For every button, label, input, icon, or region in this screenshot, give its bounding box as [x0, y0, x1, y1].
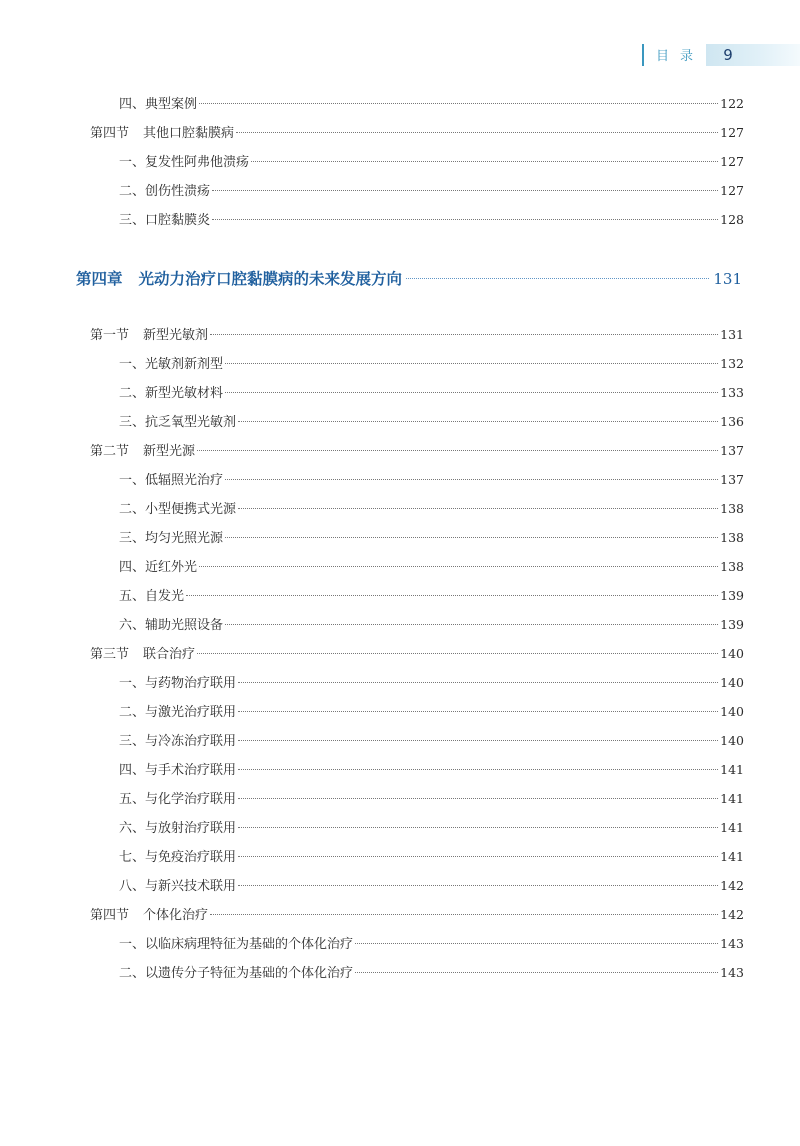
chapter-title: 光动力治疗口腔黏膜病的未来发展方向 [138, 270, 403, 288]
leader-dots [238, 798, 718, 799]
toc-entry-title: 均匀光照光源 [145, 531, 224, 546]
page-header [642, 44, 800, 66]
toc-entry-label [119, 384, 223, 404]
toc-entry-title: 复发性阿弗他溃疡 [145, 155, 250, 170]
toc-item-entry[interactable] [119, 94, 744, 114]
toc-entry-page: 140 [720, 675, 744, 690]
header-page-number: 9 [723, 46, 733, 64]
toc-section-entry[interactable] [90, 325, 744, 345]
toc-entry-title: 个体化治疗 [143, 908, 209, 923]
toc-entry-page: 142 [720, 878, 744, 893]
leader-dots [210, 334, 718, 335]
leader-dots [225, 392, 718, 393]
toc-entry-number: 三、 [119, 734, 146, 749]
leader-dots [197, 653, 718, 654]
toc-entry-label [90, 442, 195, 462]
toc-entry-title: 以遗传分子特征为基础的个体化治疗 [145, 966, 354, 981]
leader-dots [212, 219, 718, 220]
toc-entry-label [119, 616, 223, 636]
toc-entry-label [119, 182, 210, 202]
toc-entry-label [119, 529, 223, 549]
toc-entry-label [119, 355, 223, 375]
toc-entry-title: 创伤性溃疡 [145, 184, 211, 199]
toc-entry-label [119, 761, 236, 781]
toc-item-entry[interactable] [119, 876, 744, 896]
toc-item-entry[interactable] [119, 760, 744, 780]
toc-entry-title: 自发光 [145, 589, 185, 604]
toc-entry-page: 127 [720, 183, 744, 198]
toc-entry-number: 三、 [119, 531, 146, 546]
toc-entry-page: 138 [720, 501, 744, 516]
toc-entry-title: 与新兴技术联用 [145, 879, 237, 894]
chapter-leader-dots [406, 278, 709, 279]
toc-entry-number: 三、 [119, 213, 146, 228]
toc-entry-number: 二、 [119, 386, 146, 401]
toc-entry-number: 二、 [119, 966, 146, 981]
leader-dots [355, 943, 718, 944]
toc-item-entry[interactable] [119, 383, 744, 403]
toc-entry-label [119, 819, 236, 839]
toc-item-entry[interactable] [119, 412, 744, 432]
toc-entry-title: 辅助光照设备 [145, 618, 224, 633]
header-page-box [706, 44, 800, 66]
toc-item-entry[interactable] [119, 528, 744, 548]
toc-entry-number: 二、 [119, 184, 146, 199]
leader-dots [236, 132, 718, 133]
toc-entry-title: 与放射治疗联用 [145, 821, 237, 836]
toc-entry-page: 139 [720, 588, 744, 603]
toc-entry-label [119, 848, 236, 868]
toc-entry-page: 128 [720, 212, 744, 227]
toc-entry-number: 第二节 [90, 444, 130, 459]
toc-entry-page: 132 [720, 356, 744, 371]
toc-entry-page: 139 [720, 617, 744, 632]
toc-entry-label [119, 877, 236, 897]
toc-entry-page: 141 [720, 820, 744, 835]
toc-entry-number: 六、 [119, 618, 146, 633]
toc-entry-number: 八、 [119, 879, 146, 894]
toc-entry-label [119, 732, 236, 752]
leader-dots [186, 595, 718, 596]
toc-section-entry[interactable] [90, 441, 744, 461]
leader-dots [238, 740, 718, 741]
toc-item-entry[interactable] [119, 499, 744, 519]
toc-entry-title: 新型光源 [143, 444, 196, 459]
toc-entry-label [119, 964, 353, 984]
toc-item-entry[interactable] [119, 181, 744, 201]
toc-entry-number: 一、 [119, 937, 146, 952]
toc-entry-label [119, 211, 210, 231]
toc-entry-label [119, 935, 353, 955]
toc-entry-label [119, 471, 223, 491]
toc-entry-label [119, 587, 184, 607]
toc-entry-title: 与化学治疗联用 [145, 792, 237, 807]
toc-entry-title: 以临床病理特征为基础的个体化治疗 [145, 937, 354, 952]
toc-entry-page: 143 [720, 965, 744, 980]
toc-item-entry[interactable] [119, 557, 744, 577]
header-divider [642, 44, 644, 66]
toc-item-entry[interactable] [119, 934, 744, 954]
toc-entry-page: 140 [720, 704, 744, 719]
toc-entry-number: 一、 [119, 155, 146, 170]
leader-dots [238, 827, 718, 828]
leader-dots [238, 682, 718, 683]
toc-entry-page: 143 [720, 936, 744, 951]
toc-entry-title: 低辐照光治疗 [145, 473, 224, 488]
toc-section-entry[interactable] [90, 644, 744, 664]
toc-entry-title: 与激光治疗联用 [145, 705, 237, 720]
toc-entry-title: 抗乏氧型光敏剂 [145, 415, 237, 430]
toc-entry-page: 137 [720, 443, 744, 458]
toc-entry-number: 六、 [119, 821, 146, 836]
toc-entry-title: 与免疫治疗联用 [145, 850, 237, 865]
toc-entry-title: 新型光敏剂 [143, 328, 209, 343]
toc-section-entry[interactable] [90, 123, 744, 143]
toc-entry-title: 其他口腔黏膜病 [143, 126, 235, 141]
leader-dots [197, 450, 718, 451]
toc-entry-page: 141 [720, 791, 744, 806]
toc-entry-page: 131 [720, 327, 744, 342]
toc-entry-number: 一、 [119, 357, 146, 372]
leader-dots [225, 537, 718, 538]
toc-entry-title: 光敏剂新剂型 [145, 357, 224, 372]
toc-entry-number: 一、 [119, 473, 146, 488]
toc-item-entry[interactable] [119, 673, 744, 693]
toc-entry-title: 与冷冻治疗联用 [145, 734, 237, 749]
toc-entry-number: 第三节 [90, 647, 130, 662]
toc-entry-title: 与手术治疗联用 [145, 763, 237, 778]
toc-entry-page: 142 [720, 907, 744, 922]
toc-entry-page: 127 [720, 125, 744, 140]
toc-entry-number: 四、 [119, 560, 146, 575]
toc-item-entry[interactable] [119, 470, 744, 490]
toc-item-entry[interactable] [119, 702, 744, 722]
toc-entry-number: 一、 [119, 676, 146, 691]
toc-entry-label [119, 153, 249, 173]
chapter-page: 131 [713, 270, 742, 288]
toc-item-entry[interactable] [119, 586, 744, 606]
toc-entry-title: 典型案例 [145, 97, 198, 112]
toc-entry-number: 五、 [119, 792, 146, 807]
toc-entry-title: 与药物治疗联用 [145, 676, 237, 691]
header-title: 目录 [656, 49, 705, 64]
toc-entry-page: 141 [720, 762, 744, 777]
toc-entry-page: 137 [720, 472, 744, 487]
toc-entry-number: 二、 [119, 502, 146, 517]
leader-dots [238, 711, 718, 712]
toc-entry-title: 新型光敏材料 [145, 386, 224, 401]
leader-dots [238, 508, 718, 509]
toc-entry-label [119, 790, 236, 810]
toc-entry-number: 二、 [119, 705, 146, 720]
toc-entry-page: 136 [720, 414, 744, 429]
toc-entry-page: 138 [720, 530, 744, 545]
toc-item-entry[interactable] [119, 210, 744, 230]
toc-entry-number: 五、 [119, 589, 146, 604]
toc-entry-page: 127 [720, 154, 744, 169]
leader-dots [225, 363, 718, 364]
toc-item-entry[interactable] [119, 847, 744, 867]
toc-entry-label [119, 558, 197, 578]
toc-section-entry[interactable] [90, 905, 744, 925]
toc-entry-title: 近红外光 [145, 560, 198, 575]
leader-dots [225, 479, 718, 480]
leader-dots [199, 103, 718, 104]
leader-dots [238, 421, 718, 422]
toc-entry-label [90, 645, 195, 665]
toc-item-entry[interactable] [119, 615, 744, 635]
toc-entry-page: 140 [720, 646, 744, 661]
toc-entry-label [90, 124, 234, 144]
chapter-heading[interactable] [76, 266, 742, 292]
leader-dots [210, 914, 718, 915]
toc-entry-label [119, 95, 197, 115]
toc-entry-number: 第一节 [90, 328, 130, 343]
leader-dots [238, 856, 718, 857]
leader-dots [199, 566, 718, 567]
toc-item-entry[interactable] [119, 818, 744, 838]
toc-entry-label [90, 906, 208, 926]
toc-entry-page: 138 [720, 559, 744, 574]
toc-entry-label [119, 500, 236, 520]
toc-item-entry[interactable] [119, 789, 744, 809]
toc-entry-title: 联合治疗 [143, 647, 196, 662]
chapter-number: 第四章 [76, 270, 123, 288]
toc-entry-title: 小型便携式光源 [145, 502, 237, 517]
toc-entry-label [119, 413, 236, 433]
toc-entry-number: 四、 [119, 97, 146, 112]
toc-entry-page: 140 [720, 733, 744, 748]
toc-entry-page: 133 [720, 385, 744, 400]
toc-entry-page: 122 [720, 96, 744, 111]
leader-dots [238, 769, 718, 770]
toc-item-entry[interactable] [119, 963, 744, 983]
toc-item-entry[interactable] [119, 152, 744, 172]
toc-entry-number: 四、 [119, 763, 146, 778]
toc-entry-label [119, 703, 236, 723]
leader-dots [225, 624, 718, 625]
toc-entry-title: 口腔黏膜炎 [145, 213, 211, 228]
leader-dots [355, 972, 718, 973]
toc-item-entry[interactable] [119, 731, 744, 751]
toc-item-entry[interactable] [119, 354, 744, 374]
toc-entry-number: 第四节 [90, 908, 130, 923]
toc-entry-number: 三、 [119, 415, 146, 430]
toc-entry-number: 第四节 [90, 126, 130, 141]
leader-dots [251, 161, 718, 162]
toc-entry-label [90, 326, 208, 346]
toc-entry-label [119, 674, 236, 694]
leader-dots [212, 190, 718, 191]
leader-dots [238, 885, 718, 886]
toc-entry-page: 141 [720, 849, 744, 864]
toc-entry-number: 七、 [119, 850, 146, 865]
